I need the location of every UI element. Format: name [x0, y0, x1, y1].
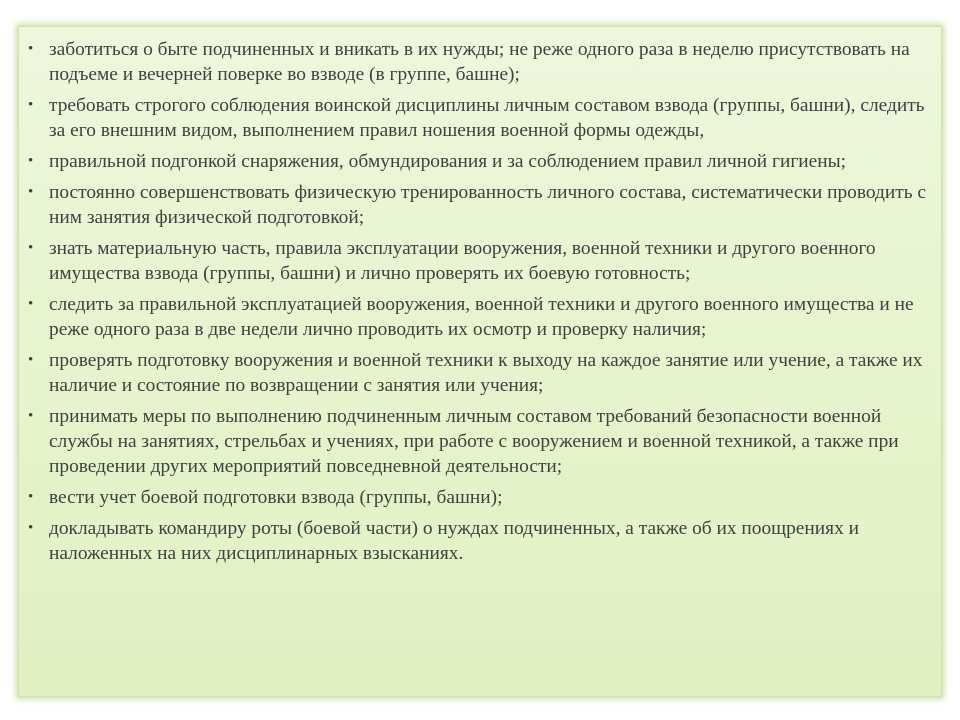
bullet-icon: •	[28, 240, 34, 256]
bullet-icon: •	[28, 296, 34, 312]
list-item-text: правильной подгонкой снаряжения, обмундирования и за соблюдением правил личной гигиены;	[49, 151, 847, 172]
list-item	[19, 236, 943, 286]
list-item	[19, 149, 943, 174]
list-item	[19, 348, 943, 398]
bullet-icon: •	[28, 184, 34, 200]
list-item-text: знать материальную часть, правила эксплуатации вооружения, военной техники и другого военного имущества взвода (группы, башни) и лично проверять их боевую готовность;	[49, 238, 876, 284]
list-item-text: принимать меры по выполнению подчиненным личным составом требований безопасности военной службы на занятиях, стрельбах и учениях, при работе с вооружением и военной техникой, а также при проведении других мероприятий повседневной деятельности;	[49, 406, 899, 477]
list-item-text: требовать строгого соблюдения воинской дисциплины личным составом взвода (группы, башни), следить за его внешним видом, выполнением правил ношения военной формы одежды,	[49, 95, 925, 141]
bullet-icon: •	[28, 489, 34, 505]
list-item-text: проверять подготовку вооружения и военной техники к выходу на каждое занятие или учение, а также их наличие и состояние по возвращении с занятия или учения;	[49, 350, 923, 396]
list-item	[19, 404, 943, 479]
list-item	[19, 93, 943, 143]
list-item	[19, 485, 943, 510]
content-panel	[18, 26, 942, 697]
list-item	[19, 292, 943, 342]
list-item	[19, 180, 943, 230]
list-item	[19, 37, 943, 87]
list-item	[19, 516, 943, 566]
bullet-icon: •	[28, 153, 34, 169]
duties-list	[19, 37, 943, 572]
bullet-icon: •	[28, 520, 34, 536]
list-item-text: следить за правильной эксплуатацией вооружения, военной техники и другого военного имущества и не реже одного раза в две недели лично проводить их осмотр и проверку наличия;	[49, 294, 914, 340]
bullet-icon: •	[28, 352, 34, 368]
list-item-text: постоянно совершенствовать физическую тренированность личного состава, систематически проводить с ним занятия физической подготовкой;	[49, 182, 927, 228]
list-item-text: докладывать командиру роты (боевой части) о нуждах подчиненных, а также об их поощрениях и наложенных на них дисциплинарных взысканиях.	[49, 518, 859, 564]
bullet-icon: •	[28, 41, 34, 57]
bullet-icon: •	[28, 97, 34, 113]
bullet-icon: •	[28, 408, 34, 424]
list-item-text: вести учет боевой подготовки взвода (группы, башни);	[49, 487, 503, 508]
list-item-text: заботиться о быте подчиненных и вникать в их нужды; не реже одного раза в неделю присутствовать на подъеме и вечерней поверке во взводе (в группе, башне);	[49, 39, 910, 85]
